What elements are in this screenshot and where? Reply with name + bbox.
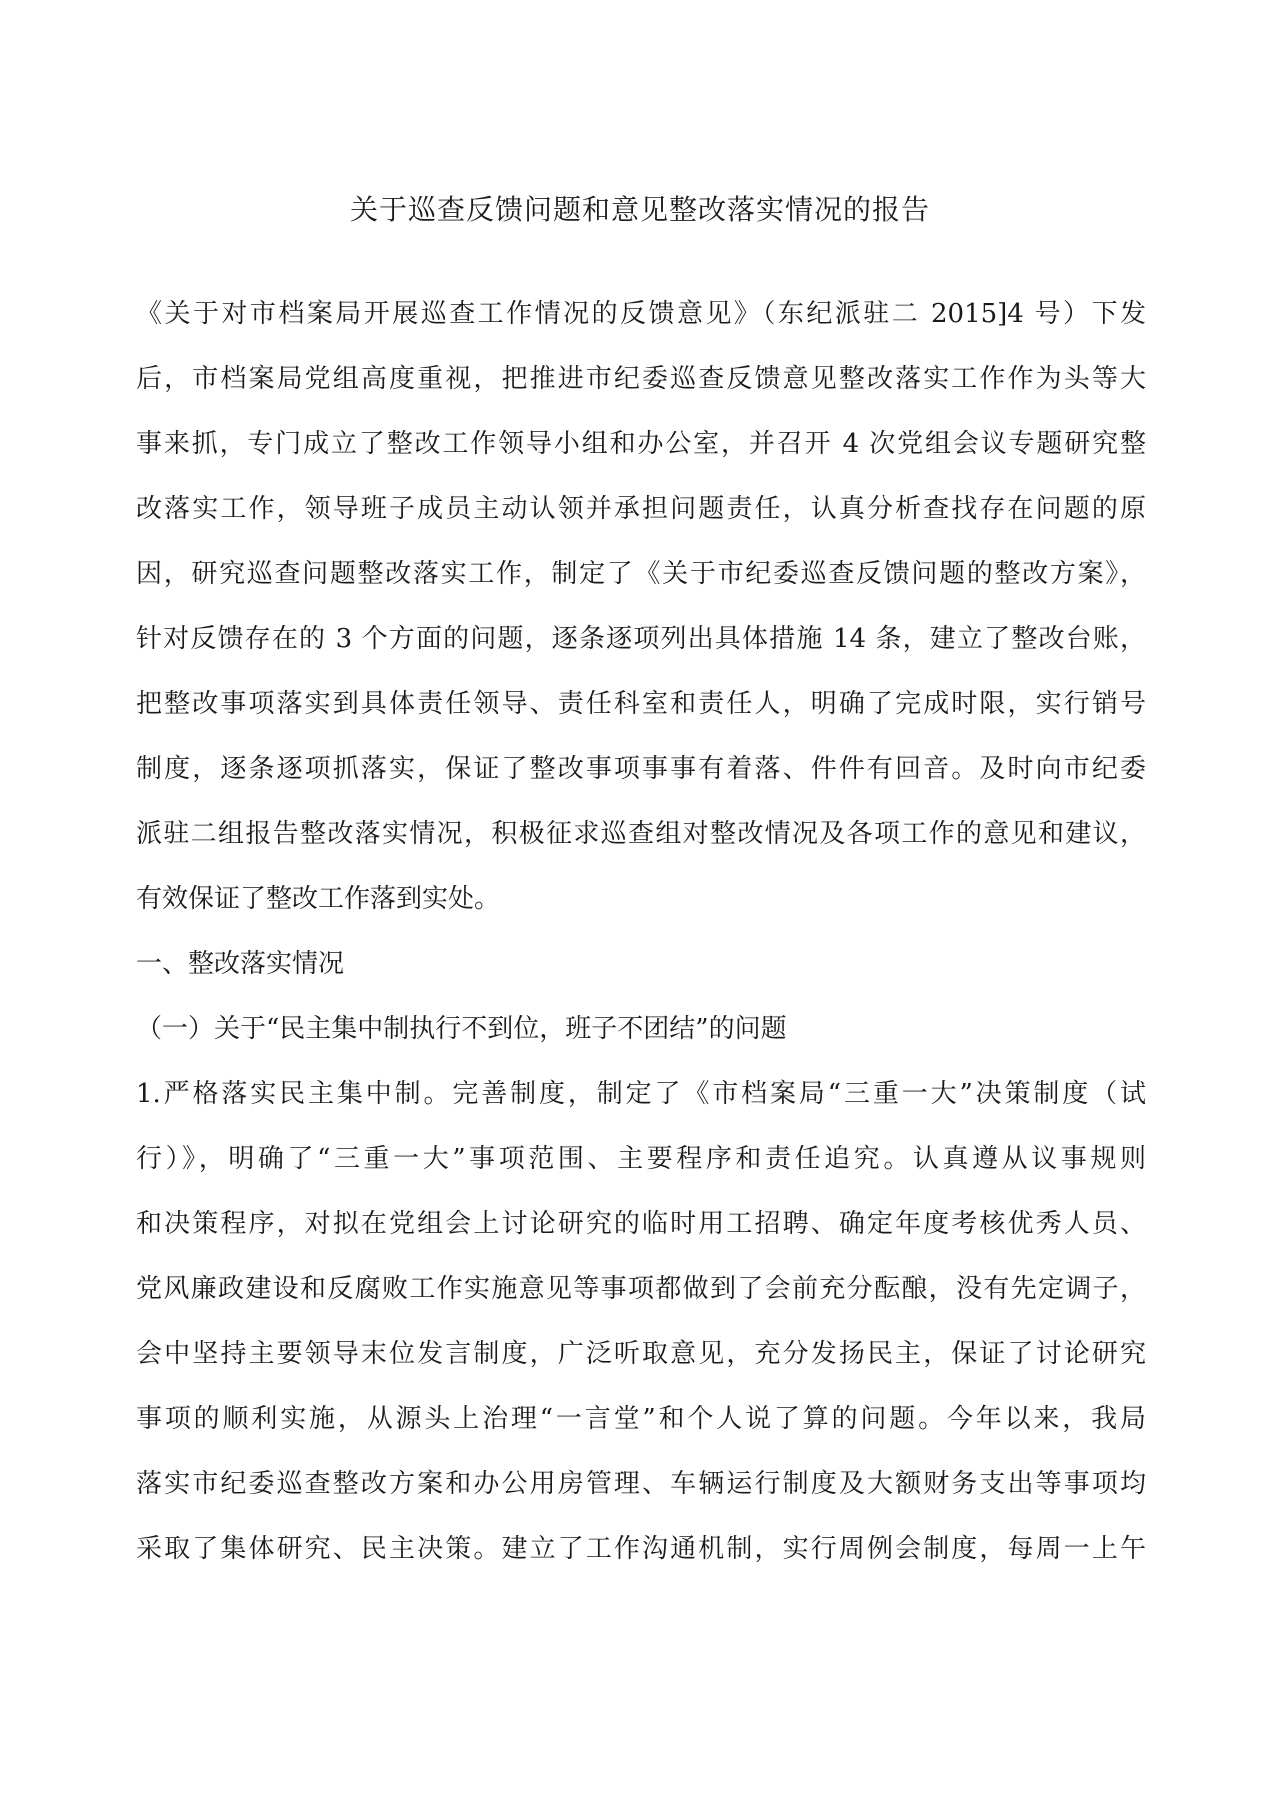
body-line: 采取了集体研究、民主决策。建立了工作沟通机制，实行周例会制度，每周一上午 — [136, 1534, 1146, 1564]
body-line: 针对反馈存在的 3 个方面的问题，逐条逐项列出具体措施 14 条，建立了整改台账， — [136, 624, 1146, 654]
subsection-heading: （一）关于“民主集中制执行不到位，班子不团结”的问题 — [136, 1014, 787, 1044]
body-line: 事来抓，专门成立了整改工作领导小组和办公室，并召开 4 次党组会议专题研究整 — [136, 429, 1146, 459]
body-line: 和决策程序，对拟在党组会上讨论研究的临时用工招聘、确定年度考核优秀人员、 — [136, 1209, 1146, 1239]
body-line: 行）》，明确了“三重一大”事项范围、主要程序和责任追究。认真遵从议事规则 — [136, 1144, 1146, 1174]
body-line: 党风廉政建设和反腐败工作实施意见等事项都做到了会前充分酝酿，没有先定调子， — [136, 1274, 1146, 1304]
body-line: 事项的顺利实施，从源头上治理“一言堂”和个人说了算的问题。今年以来，我局 — [136, 1404, 1146, 1434]
document-title: 关于巡查反馈问题和意见整改落实情况的报告 — [349, 193, 930, 226]
body-line: 因，研究巡查问题整改落实工作，制定了《关于市纪委巡查反馈问题的整改方案》， — [136, 559, 1146, 589]
section-heading: 一、整改落实情况 — [136, 949, 345, 979]
body-line: 改落实工作，领导班子成员主动认领并承担问题责任，认真分析查找存在问题的原 — [136, 494, 1146, 524]
body-line: 派驻二组报告整改落实情况，积极征求巡查组对整改情况及各项工作的意见和建议， — [136, 819, 1146, 849]
document-body — [136, 282, 1146, 1582]
body-line: 把整改事项落实到具体责任领导、责任科室和责任人，明确了完成时限，实行销号 — [136, 689, 1146, 719]
body-line: 会中坚持主要领导末位发言制度，广泛听取意见，充分发扬民主，保证了讨论研究 — [136, 1339, 1146, 1369]
body-line: 落实市纪委巡查整改方案和办公用房管理、车辆运行制度及大额财务支出等事项均 — [136, 1469, 1146, 1499]
body-line: 后，市档案局党组高度重视，把推进市纪委巡查反馈意见整改落实工作作为头等大 — [136, 364, 1146, 394]
body-line: 1.严格落实民主集中制。完善制度，制定了《市档案局“三重一大”决策制度（试 — [136, 1079, 1146, 1109]
body-line: 制度，逐条逐项抓落实，保证了整改事项事事有着落、件件有回音。及时向市纪委 — [136, 754, 1146, 784]
body-line: 《关于对市档案局开展巡查工作情况的反馈意见》（东纪派驻二 2015]4 号）下发 — [136, 299, 1146, 329]
body-line: 有效保证了整改工作落到实处。 — [136, 884, 501, 914]
